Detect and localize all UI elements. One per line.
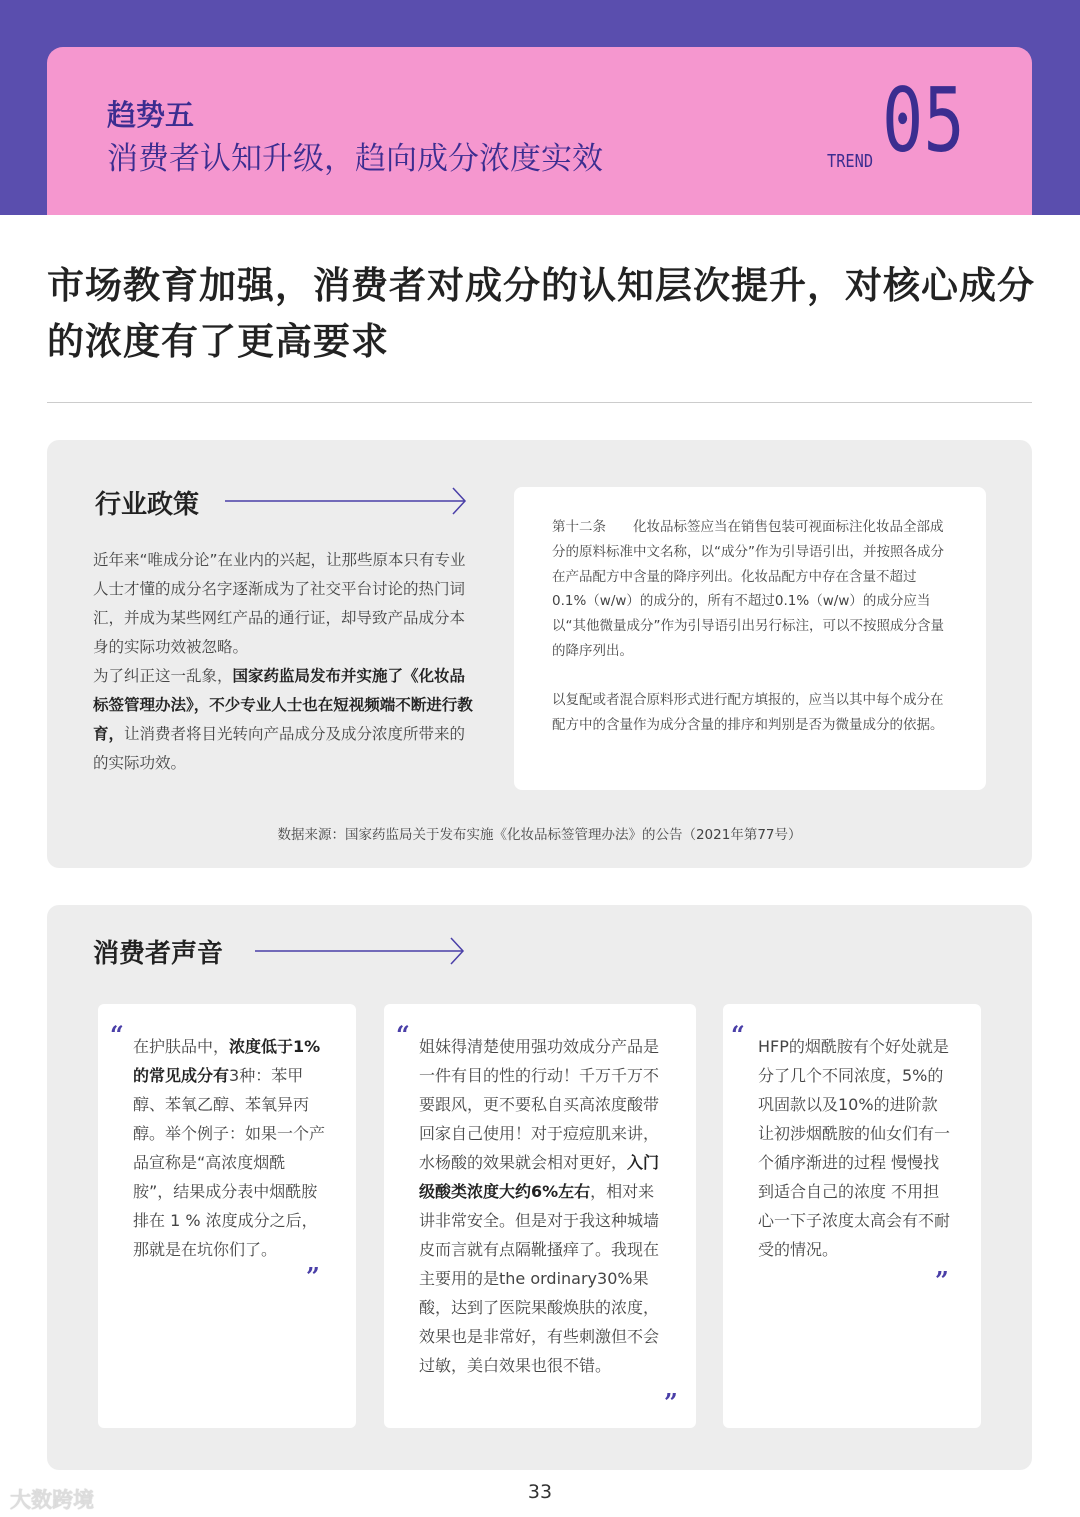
- close-quote-icon: ”: [306, 1262, 320, 1291]
- quote-card: [98, 1004, 356, 1428]
- text: 3种：苯甲醇、苯氧乙醇、苯氧异丙醇。举个例子：如果一个产品宣称是“高浓度烟酰胺”，结果成分表中烟酰胺排在 1 % 浓度成分之后，那就是在坑你们了。: [133, 1066, 326, 1259]
- quote-text: [419, 1032, 665, 1380]
- trend-number: 05: [882, 69, 965, 172]
- divider: [47, 402, 1032, 403]
- watermark-logo: 大数跨境: [10, 1488, 94, 1512]
- law-para1: 第十二条 化妆品标签应当在销售包装可视面标注化妆品全部成分的原料标准中文名称，以“成分”作为引导语引出，并按照各成分在产品配方中含量的降序列出。化妆品配方中存在含量不超过0.1%（w/w）的成分的，所有不超过0.1%（w/w）的成分应当以“其他微量成分”作为引导语引出另行标注，可以不按照成分含量的降序列出。: [552, 519, 944, 659]
- trend-label: 趋势五: [107, 98, 195, 132]
- arrow-right-icon: [225, 486, 469, 516]
- open-quote-icon: “: [110, 1020, 124, 1049]
- bold-text: 入门级酸类浓度大约6%左右: [419, 1153, 660, 1201]
- trend-header: [47, 47, 1032, 215]
- page-number: 33: [527, 1481, 553, 1503]
- quote-text: [133, 1032, 325, 1264]
- policy-body: [93, 546, 473, 778]
- text: 在护肤品中，: [133, 1037, 230, 1056]
- bold-text: 国家药监局发布并实施了《化妆品标签管理办法》，不少专业人士也在短视频端不断进行教育，: [93, 667, 473, 743]
- arrow-right-icon: [255, 936, 467, 966]
- quote-text: HFP的烟酰胺有个好处就是分了几个不同浓度，5%的巩固款以及10%的进阶款让初涉烟酰胺的仙女们有一个循序渐进的过程 慢慢找到适合自己的浓度 不用担心一下子浓度太高会有不耐受的情况。: [758, 1037, 951, 1259]
- page-headline: 市场教育加强，消费者对成分的认知层次提升，对核心成分的浓度有了更高要求: [47, 264, 1035, 363]
- text: 姐妹得清楚使用强功效成分产品是一件有目的性的行动！千万千万不要跟风，更不要私自买高浓度酸带回家自己使用！对于痘痘肌来讲，水杨酸的效果就会相对更好，: [419, 1037, 660, 1172]
- law-excerpt-card: [514, 487, 986, 790]
- data-source: 数据来源：国家药监局关于发布实施《化妆品标签管理办法》的公告（2021年第77号）: [277, 827, 802, 843]
- policy-panel: [47, 440, 1032, 868]
- voices-title: 消费者声音: [93, 939, 224, 969]
- quote-card: [723, 1004, 981, 1428]
- law-para2: 以复配或者混合原料形式进行配方填报的，应当以其中每个成分在配方中的含量作为成分含量的排序和判别是否为微量成分的依据。: [552, 691, 944, 733]
- close-quote-icon: ”: [664, 1388, 678, 1417]
- text: ，相对来讲非常安全。但是对于我这种城墙皮而言就有点隔靴搔痒了。我现在主要用的是the ordinary30%果酸，达到了医院果酸焕肤的浓度，效果也是非常好，有些刺激但不会过敏，美白效果也很不错。: [419, 1182, 660, 1375]
- voices-panel: [47, 905, 1032, 1470]
- open-quote-icon: “: [731, 1020, 745, 1049]
- policy-para2: [93, 662, 473, 778]
- text: 让消费者将目光转向产品成分及成分浓度所带来的的实际功效。: [93, 725, 466, 772]
- open-quote-icon: “: [396, 1020, 410, 1049]
- quote-card: [384, 1004, 696, 1428]
- text: 为了纠正这一乱象，: [93, 667, 233, 685]
- trend-subtitle: 消费者认知升级，趋向成分浓度实效: [107, 141, 603, 177]
- policy-para1: 近年来“唯成分论”在业内的兴起，让那些原本只有专业人士才懂的成分名字逐渐成为了社交平台讨论的热门词汇，并成为某些网红产品的通行证，却导致产品成分本身的实际功效被忽略。: [93, 551, 466, 656]
- close-quote-icon: ”: [935, 1266, 949, 1295]
- policy-title: 行业政策: [95, 490, 200, 520]
- trend-word: TREND: [827, 151, 874, 172]
- bold-text: 浓度低于1%的常见成分有: [133, 1037, 321, 1085]
